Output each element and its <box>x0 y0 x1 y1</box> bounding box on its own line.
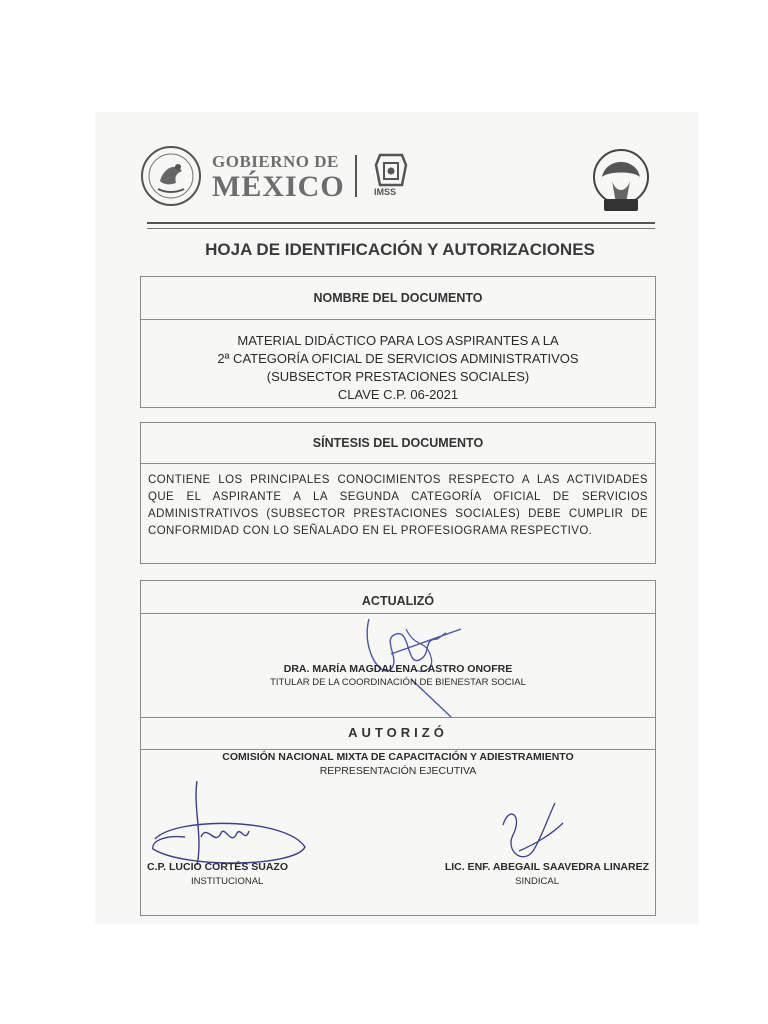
updated-section <box>141 613 655 718</box>
institutional-signer-name: C.P. LUCIO CORTÉS SUAZO <box>147 861 288 873</box>
gobierno-line: GOBIERNO DE <box>212 152 339 171</box>
signatures-box <box>140 580 656 916</box>
document-name-box <box>140 276 656 408</box>
authorized-heading: AUTORIZÓ <box>141 717 655 750</box>
logo-divider <box>355 155 357 197</box>
header-rule <box>147 222 655 224</box>
synthesis-text: CONTIENE LOS PRINCIPALES CONOCIMIENTOS RESPECTO A LAS ACTIVIDADES QUE EL ASPIRANTE A LA SEGUNDA CATEGORÍA OFICIAL DE SERVICIOS ADMINISTRATIVOS (SUBSECTOR PRESTACIONES SOCIALES) DEBE CUMPLIR DE CONFORMIDAD CON LO SEÑALADO EN EL PROFESIOGRAMA RESPECTIVO. <box>148 474 648 537</box>
document-name-line: (SUBSECTOR PRESTACIONES SOCIALES) <box>266 369 530 384</box>
document-name-line: CLAVE C.P. 06-2021 <box>337 387 459 402</box>
document-name-line: MATERIAL DIDÁCTICO PARA LOS ASPIRANTES A LA <box>237 333 559 348</box>
document-name-line: 2ª CATEGORÍA OFICIAL DE SERVICIOS ADMINISTRATIVOS <box>217 351 579 366</box>
header-rule-thin <box>147 228 655 229</box>
mexico-coat-of-arms-seal <box>140 145 202 207</box>
union-signer-role: SINDICAL <box>515 876 559 887</box>
mexico-line: MÉXICO <box>212 170 345 203</box>
synthesis-heading: SÍNTESIS DEL DOCUMENTO <box>141 423 655 464</box>
commission-name: COMISIÓN NACIONAL MIXTA DE CAPACITACIÓN Y ADIESTRAMIENTO <box>222 751 574 763</box>
gobierno-mexico-logo <box>212 153 345 202</box>
institutional-signer-role: INSTITUCIONAL <box>191 876 264 887</box>
union-signer-name: LIC. ENF. ABEGAIL SAAVEDRA LINAREZ <box>444 861 649 873</box>
updated-name: DRA. MARÍA MAGDALENA CASTRO ONOFRE <box>283 663 513 675</box>
updated-role: TITULAR DE LA COORDINACIÓN DE BIENESTAR SOCIAL <box>270 677 526 688</box>
synthesis-box <box>140 422 656 564</box>
updated-heading: ACTUALIZÓ <box>141 581 655 614</box>
letterhead <box>140 145 660 215</box>
page-title: HOJA DE IDENTIFICACIÓN Y AUTORIZACIONES <box>205 240 595 259</box>
sntss-logo-icon <box>590 147 652 215</box>
document-name-heading: NOMBRE DEL DOCUMENTO <box>141 277 655 320</box>
imss-label: IMSS <box>374 187 397 197</box>
document-name-text <box>141 320 655 404</box>
representation-label: REPRESENTACIÓN EJECUTIVA <box>319 765 477 777</box>
